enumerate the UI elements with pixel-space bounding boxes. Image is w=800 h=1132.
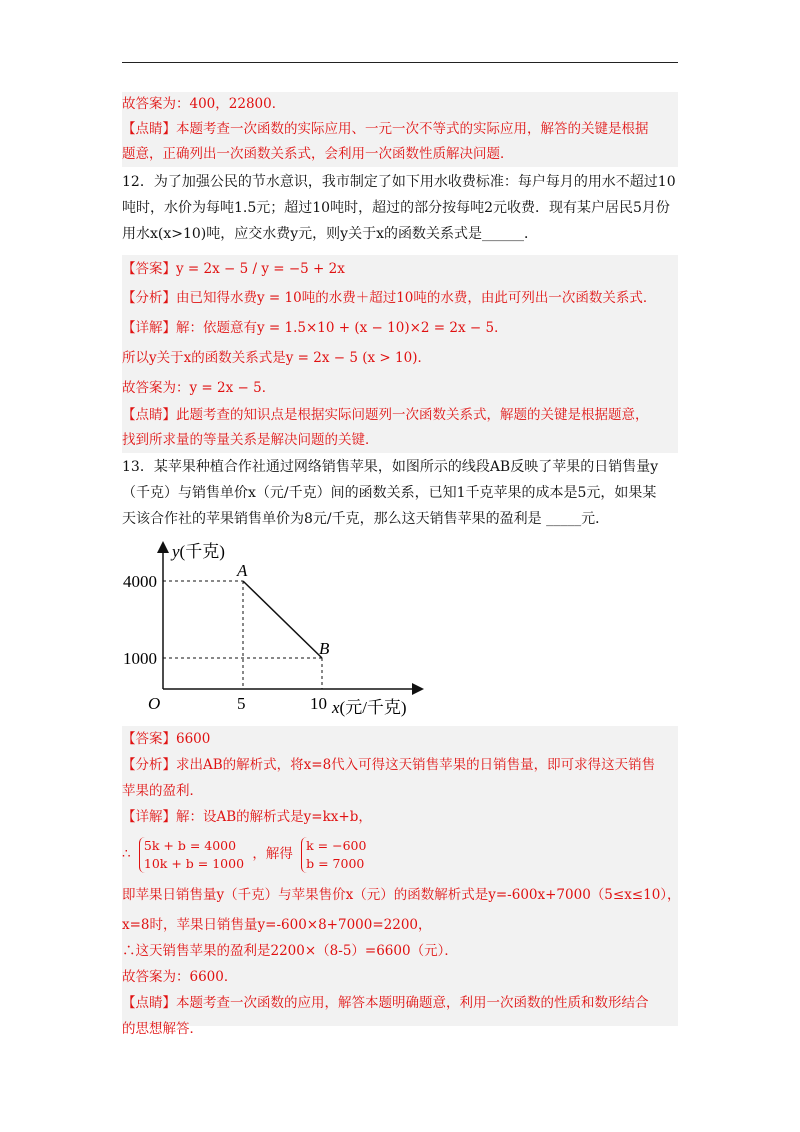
solution-k: k = −600	[306, 837, 367, 853]
question-line: （千克）与销售单价x（元/千克）间的函数关系，已知1千克苹果的成本是5元，如果某	[122, 485, 657, 501]
x-tick-10: 10	[310, 694, 327, 713]
equation-2: 10k + b = 1000	[143, 855, 245, 871]
equation-system	[139, 837, 244, 873]
question-line: 天该合作社的苹果销售单价为8元/千克，那么这天销售苹果的盈利是 _____元．	[122, 511, 610, 527]
point-a-label: A	[237, 561, 248, 580]
q12-answer-block	[122, 255, 678, 453]
question-line: 12．为了加强公民的节水意识，我市制定了如下用水收费标准：每户每月的用水不超过10	[122, 174, 676, 190]
x-axis-label: x(元/千克)	[332, 698, 407, 717]
function-line: 即苹果日销售量y（千克）与苹果售价x（元）的函数解析式是y=-600x+7000（5≤x≤10），	[122, 887, 681, 903]
question-line: 用水x(x>10)吨，应交水费y元，则y关于x的函数关系式是______．	[122, 226, 538, 242]
point-b-label: B	[319, 639, 330, 658]
remark-line: 【点睛】此题考查的知识点是根据实际问题列一次函数关系式，解题的关键是根据题意，	[122, 407, 649, 423]
final-answer-line: 故答案为：6600．	[122, 969, 238, 985]
prev-answer-block	[122, 92, 678, 167]
function-graph	[118, 535, 438, 725]
solution-b: b = 7000	[306, 855, 365, 871]
question-12	[122, 169, 678, 247]
answer-line: 【答案】6600	[122, 731, 211, 747]
remark-line: 题意，正确列出一次函数关系式，会利用一次函数性质解决问题．	[122, 146, 514, 162]
solution-system	[301, 837, 366, 873]
header-rule	[122, 62, 678, 63]
question-line: 吨时，水价为每吨1.5元；超过10吨时，超过的部分按每吨2元收费．现有某户居民5月份	[122, 200, 670, 216]
remark-line: 的思想解答．	[122, 1021, 203, 1037]
final-answer-line: 故答案为：y = 2x − 5．	[122, 380, 276, 396]
detail-line: 【详解】解：依题意有y = 1.5×10 + (x − 10)×2 = 2x − 5．	[122, 320, 508, 336]
q13-answer-block	[122, 726, 681, 1037]
question-line: 13．某苹果种植合作社通过网络销售苹果，如图所示的线段AB反映了苹果的日销售量y	[122, 459, 659, 475]
solve-text: ，解得	[252, 846, 293, 862]
equation-system-line	[122, 830, 678, 878]
answer-line: 【答案】y = 2x − 5 / y = −5 + 2x	[122, 261, 345, 277]
y-tick-4000: 4000	[123, 572, 157, 591]
x-tick-5: 5	[237, 694, 246, 713]
y-tick-1000: 1000	[123, 649, 157, 668]
analysis-line: 【分析】由已知得水费y = 10吨的水费＋超过10吨的水费，由此可列出一次函数关系式．	[122, 290, 657, 306]
segment-ab	[243, 581, 322, 658]
remark-line: 【点睛】本题考查一次函数的实际应用、一元一次不等式的实际应用，解答的关键是根据	[122, 121, 649, 137]
substitution-line: x=8时，苹果日销售量y=-600×8+7000=2200，	[122, 917, 432, 933]
analysis-line: 苹果的盈利．	[122, 783, 203, 799]
profit-line: ∴这天销售苹果的盈利是2200×（8-5）=6600（元）．	[122, 943, 458, 959]
y-axis-label: y(千克)	[172, 542, 225, 561]
detail-line: 【详解】解：设AB的解析式是y=kx+b，	[122, 809, 372, 825]
question-13	[122, 454, 678, 532]
remark-line: 找到所求量的等量关系是解决问题的关键．	[122, 432, 379, 448]
remark-line: 【点睛】本题考查一次函数的应用，解答本题明确题意，利用一次函数的性质和数形结合	[122, 995, 649, 1011]
answer-line: 故答案为：400，22800．	[122, 96, 286, 112]
analysis-line: 【分析】求出AB的解析式，将x=8代入可得这天销售苹果的日销售量，即可求得这天销售	[122, 757, 656, 773]
origin-label: O	[148, 694, 161, 713]
conclusion-line: 所以y关于x的函数关系式是y = 2x − 5 (x > 10)．	[122, 350, 431, 366]
equation-1: 5k + b = 4000	[143, 837, 237, 853]
therefore-symbol: ∴	[122, 846, 131, 862]
